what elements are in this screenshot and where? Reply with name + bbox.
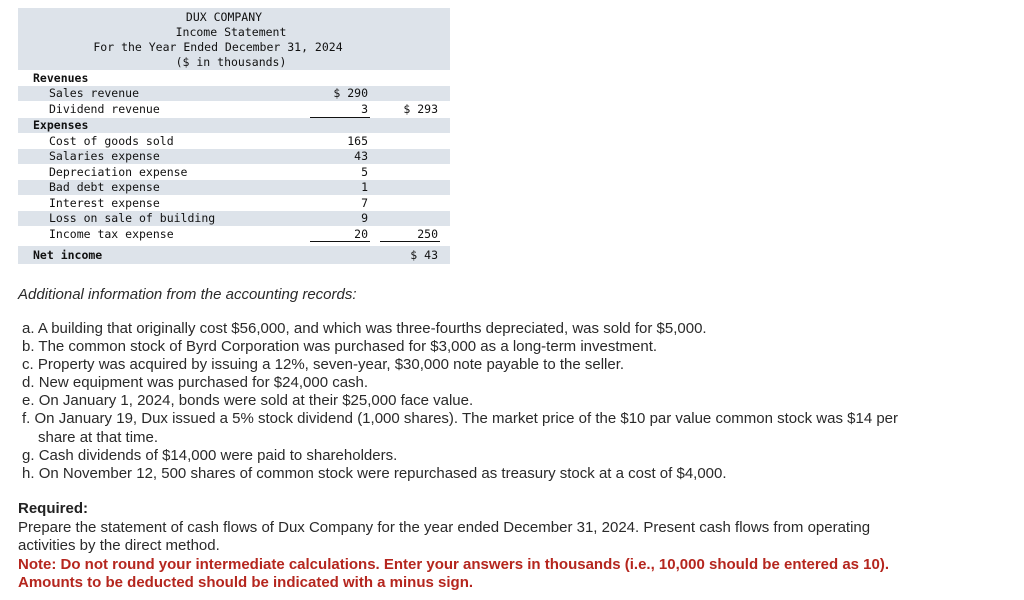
item-letter: b. <box>22 338 35 355</box>
additional-info-heading: Additional information from the accounting records: <box>18 286 357 303</box>
item-letter: h. <box>22 465 35 482</box>
item-text: The common stock of Byrd Corporation was purchased for $3,000 as a long-term investment. <box>38 338 658 355</box>
item-letter: d. <box>22 374 35 391</box>
item-text: On November 12, 500 shares of common stock were repurchased as treasury stock at a cost of $4,000. <box>38 465 727 482</box>
line-item-total: $ 293 <box>403 102 438 116</box>
table-row <box>18 102 450 117</box>
required-line-2: activities by the direct method. <box>18 537 220 554</box>
line-item-amount: 9 <box>361 211 368 225</box>
item-letter: c. <box>22 356 34 373</box>
list-item <box>22 465 727 483</box>
table-row <box>18 180 450 195</box>
list-item-continuation: share at that time. <box>38 429 159 446</box>
statement-period: For the Year Ended December 31, 2024 <box>93 40 343 54</box>
revenues-heading-row <box>18 71 450 86</box>
list-item <box>22 374 368 392</box>
net-income-amount: $ 43 <box>410 248 438 262</box>
line-item-amount: 165 <box>347 134 368 148</box>
table-row <box>18 196 450 211</box>
item-letter: e. <box>22 392 35 409</box>
line-item-label: Bad debt expense <box>49 180 160 194</box>
item-text: On January 19, Dux issued a 5% stock dividend (1,000 shares). The market price of the $10 par value common stock was $14 per <box>34 410 899 427</box>
line-item-label: Loss on sale of building <box>49 211 216 225</box>
list-item <box>22 392 473 410</box>
item-text: A building that originally cost $56,000, and which was three-fourths depreciated, was sold for $5,000. <box>37 320 707 337</box>
note-line-2: Amounts to be deducted should be indicated with a minus sign. <box>18 574 474 591</box>
subtotal-underline <box>310 241 370 242</box>
company-name: DUX COMPANY <box>185 10 263 24</box>
item-letter: g. <box>22 447 35 464</box>
item-text: Property was acquired by issuing a 12%, seven-year, $30,000 note payable to the seller. <box>37 356 625 373</box>
table-row <box>18 165 450 180</box>
statement-units: ($ in thousands) <box>175 55 287 69</box>
list-item <box>22 447 397 465</box>
total-underline <box>380 241 440 242</box>
table-row <box>18 134 450 149</box>
line-item-amount: 7 <box>361 196 368 210</box>
list-item <box>22 356 624 374</box>
item-letter: a. <box>22 320 35 337</box>
line-item-amount: 43 <box>354 149 368 163</box>
line-item-label: Dividend revenue <box>49 102 160 116</box>
expenses-label: Expenses <box>33 118 89 132</box>
item-text: New equipment was purchased for $24,000 cash. <box>38 374 369 391</box>
table-row <box>18 227 450 242</box>
table-row <box>18 149 450 164</box>
line-item-label: Depreciation expense <box>49 165 188 179</box>
list-item <box>22 320 707 338</box>
table-row <box>18 86 450 101</box>
expenses-heading-row <box>18 118 450 133</box>
line-item-label: Cost of goods sold <box>49 134 174 148</box>
list-item <box>22 410 898 428</box>
line-item-amount: 3 <box>361 102 368 116</box>
line-item-label: Sales revenue <box>49 86 140 100</box>
revenues-label: Revenues <box>33 71 89 85</box>
statement-header <box>18 8 450 70</box>
line-item-total: 250 <box>417 227 438 241</box>
item-text: On January 1, 2024, bonds were sold at their $25,000 face value. <box>38 392 474 409</box>
item-letter: f. <box>22 410 31 427</box>
item-text: Cash dividends of $14,000 were paid to shareholders. <box>38 447 398 464</box>
line-item-label: Income tax expense <box>49 227 174 241</box>
line-item-label: Salaries expense <box>49 149 160 163</box>
note-line-1: Note: Do not round your intermediate calculations. Enter your answers in thousands (i.e., 10,000 should be entered as 10). <box>18 556 890 573</box>
net-income-row <box>18 246 450 264</box>
line-item-amount: 5 <box>361 165 368 179</box>
line-item-amount: 20 <box>354 227 368 241</box>
line-item-amount: 1 <box>361 180 368 194</box>
line-item-label: Interest expense <box>49 196 160 210</box>
line-item-amount: $ 290 <box>333 86 368 100</box>
income-statement-table <box>18 70 450 266</box>
required-line-1: Prepare the statement of cash flows of Dux Company for the year ended December 31, 2024. Present cash flows from operating <box>18 519 871 536</box>
net-income-label: Net income <box>33 248 103 262</box>
list-item <box>22 338 657 356</box>
statement-title: Income Statement <box>175 25 287 39</box>
required-heading: Required: <box>18 500 89 517</box>
table-row <box>18 211 450 226</box>
